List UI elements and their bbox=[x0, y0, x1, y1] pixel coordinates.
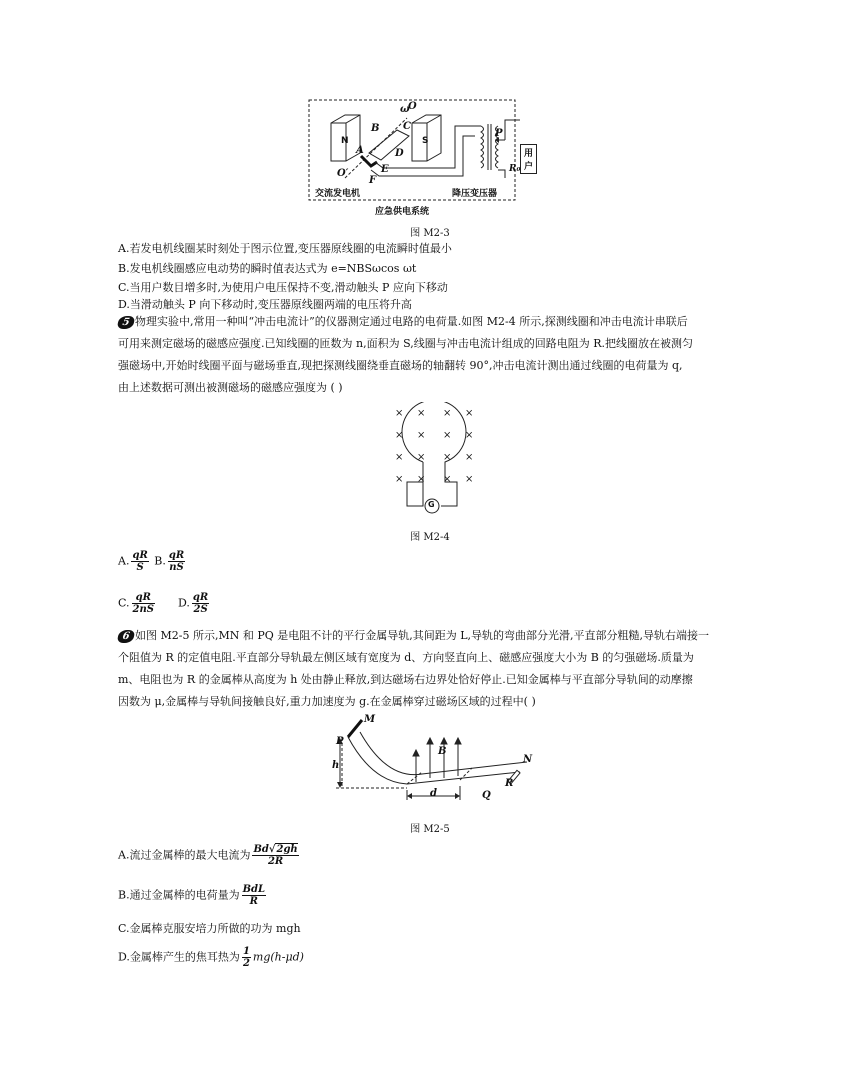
field-cross-mark: × bbox=[395, 452, 404, 463]
field-cross-mark: × bbox=[395, 474, 404, 485]
label-c: C bbox=[403, 121, 411, 132]
q6-option-c: C.金属棒克服安培力所做的功为 mgh bbox=[118, 922, 301, 935]
q5-option-b-num: qR bbox=[168, 550, 185, 561]
figure-m2-3 bbox=[305, 98, 534, 220]
question-5 bbox=[118, 311, 744, 399]
field-cross-mark: × bbox=[417, 408, 426, 419]
q6-option-a bbox=[118, 844, 301, 867]
q6-option-d-den: 2 bbox=[242, 958, 250, 969]
user-box: 用户 bbox=[520, 144, 537, 174]
q4-option-c: C.当用户数目增多时,为使用户电压保持不变,滑动触头 P 应向下移动 bbox=[118, 281, 448, 294]
q6-option-b-text: B.通过金属棒的电荷量为 bbox=[118, 888, 240, 902]
q6-stem-line1: 如图 M2-5 所示,MN 和 PQ 是电阻不计的平行金属导轨,其间距为 L,导轨的弯曲部分光滑,平直部分粗糙,导轨右端接一 bbox=[135, 629, 710, 642]
caption-m2-5: 图 M2-5 bbox=[410, 824, 450, 835]
q5-option-c-den: 2nS bbox=[132, 604, 154, 615]
field-cross-mark: × bbox=[395, 408, 404, 419]
field-cross-mark: × bbox=[395, 430, 404, 441]
label-omega: ω bbox=[400, 104, 410, 115]
q4-option-a: A.若发电机线圈某时刻处于图示位置,变压器原线圈的电流瞬时值最小 bbox=[118, 242, 452, 255]
field-cross-mark: × bbox=[443, 474, 452, 485]
q5-option-b-fraction bbox=[168, 550, 185, 573]
field-cross-mark: × bbox=[443, 452, 452, 463]
generator-transformer-diagram bbox=[305, 98, 520, 220]
q6-option-a-num-pre: Bd bbox=[253, 844, 269, 855]
q4-option-d: D.当滑动触头 P 向下移动时,变压器原线圈两端的电压将升高 bbox=[118, 298, 412, 311]
field-cross-mark: × bbox=[417, 474, 426, 485]
q6-option-d-tail: mg(h-μd) bbox=[252, 950, 304, 964]
label-e: E bbox=[381, 164, 389, 175]
label-r0: R₀ bbox=[509, 164, 521, 174]
label-s: S bbox=[422, 136, 429, 146]
label-h: h bbox=[332, 760, 340, 771]
question-6 bbox=[118, 625, 744, 713]
q5-option-ab bbox=[118, 550, 187, 573]
label-o-prime: O′ bbox=[337, 168, 349, 179]
label-n: N bbox=[523, 754, 533, 765]
q5-stem-line2: 可用来测定磁场的磁感应强度.已知线圈的匝数为 n,面积为 S,线圈与冲击电流计组成的回路电阻为 R.把线圈放在被测匀 bbox=[118, 337, 693, 350]
field-marks bbox=[385, 402, 480, 492]
caption-m2-4: 图 M2-4 bbox=[410, 532, 450, 543]
q6-option-d-fraction bbox=[242, 946, 251, 969]
label-transformer: 降压变压器 bbox=[452, 189, 498, 199]
q5-option-b-label: B. bbox=[154, 554, 166, 568]
field-cross-mark: × bbox=[417, 452, 426, 463]
q5-option-a-label: A. bbox=[118, 554, 130, 568]
galvanometer-label: G bbox=[428, 500, 435, 509]
label-d: D bbox=[395, 148, 404, 159]
label-a: A bbox=[356, 145, 364, 156]
field-cross-mark: × bbox=[465, 474, 474, 485]
label-r: R bbox=[505, 778, 514, 789]
label-b: B bbox=[438, 746, 447, 757]
q6-option-d bbox=[118, 946, 304, 969]
q5-option-d-fraction bbox=[192, 592, 209, 615]
label-generator: 交流发电机 bbox=[315, 189, 361, 199]
q6-option-b-fraction bbox=[242, 884, 266, 907]
q6-stem-line2: 个阻值为 R 的定值电阻.平直部分导轨最左侧区域有宽度为 d、方向竖直向上、磁感应强度大小为 B 的匀强磁场.质量为 bbox=[118, 651, 694, 664]
label-d: d bbox=[430, 788, 437, 799]
q6-stem-line3: m、电阻也为 R 的金属棒从高度为 h 处由静止释放,到达磁场右边界处恰好停止.已知金属棒与平直部分导轨间的动摩擦 bbox=[118, 673, 693, 686]
field-cross-mark: × bbox=[465, 408, 474, 419]
q5-option-a-fraction bbox=[131, 550, 148, 573]
field-cross-mark: × bbox=[465, 452, 474, 463]
q6-option-b bbox=[118, 884, 268, 907]
q5-option-c-num: qR bbox=[132, 592, 155, 604]
q5-option-b-den: nS bbox=[169, 562, 184, 573]
field-cross-mark: × bbox=[443, 430, 452, 441]
label-f: F bbox=[369, 175, 377, 186]
caption-m2-3: 图 M2-3 bbox=[410, 228, 450, 239]
q5-option-d-num: qR bbox=[192, 592, 209, 603]
q6-option-a-fraction: $\frac{Bd√2gh}{2R}$ bbox=[253, 844, 298, 867]
q5-option-d-den: 2S bbox=[193, 604, 208, 615]
q5-option-a-den: S bbox=[136, 562, 144, 573]
q6-option-a-text: A.流过金属棒的最大电流为 bbox=[118, 848, 251, 862]
q5-option-d-label: D. bbox=[177, 596, 190, 610]
q5-stem-line1: 物理实验中,常用一种叫“冲击电流计”的仪器测定通过电路的电荷量.如图 M2-4 所示,探测线圈和冲击电流计串联后 bbox=[135, 315, 688, 328]
q5-stem-line4: 由上述数据可测出被测磁场的磁感应强度为 ( ) bbox=[118, 381, 343, 394]
field-cross-mark: × bbox=[443, 408, 452, 419]
label-m: M bbox=[364, 714, 376, 725]
label-p: P bbox=[495, 128, 503, 139]
q6-stem-line4: 因数为 μ,金属棒与导轨间接触良好,重力加速度为 g.在金属棒穿过磁场区域的过程中( ) bbox=[118, 695, 536, 708]
q6-option-d-text: D.金属棒产生的焦耳热为 bbox=[118, 950, 240, 964]
label-o: O bbox=[408, 101, 417, 112]
q6-option-a-den: 2R bbox=[267, 856, 284, 867]
q5-option-cd bbox=[118, 592, 211, 615]
q5-option-a-num: qR bbox=[132, 550, 148, 561]
question-number: 5 bbox=[117, 316, 135, 329]
question-number: 6 bbox=[117, 630, 135, 643]
figure-m2-5 bbox=[332, 712, 532, 810]
label-q: Q bbox=[482, 790, 491, 801]
q5-option-c-label: C. bbox=[118, 596, 130, 610]
q5-stem-line3: 强磁场中,开始时线圈平面与磁场垂直,现把探测线圈绕垂直磁场的轴翻转 90°,冲击电流计测出通过线圈的电荷量为 q, bbox=[118, 359, 683, 372]
q5-option-c-fraction bbox=[132, 592, 155, 615]
q4-option-b: B.发电机线圈感应电动势的瞬时值表达式为 e=NBSωcos ωt bbox=[118, 262, 417, 275]
q6-option-b-num: BdL bbox=[242, 884, 266, 895]
q6-option-d-num: 1 bbox=[242, 946, 250, 957]
label-system: 应急供电系统 bbox=[375, 207, 430, 217]
figure-m2-4 bbox=[385, 402, 480, 520]
q6-option-a-num-sqrt: 2gh bbox=[276, 844, 298, 855]
field-cross-mark: × bbox=[417, 430, 426, 441]
label-b: B bbox=[371, 123, 380, 134]
field-cross-mark: × bbox=[465, 430, 474, 441]
label-p: P bbox=[336, 736, 344, 747]
label-n: N bbox=[341, 136, 349, 146]
q6-option-b-den: R bbox=[249, 896, 258, 907]
